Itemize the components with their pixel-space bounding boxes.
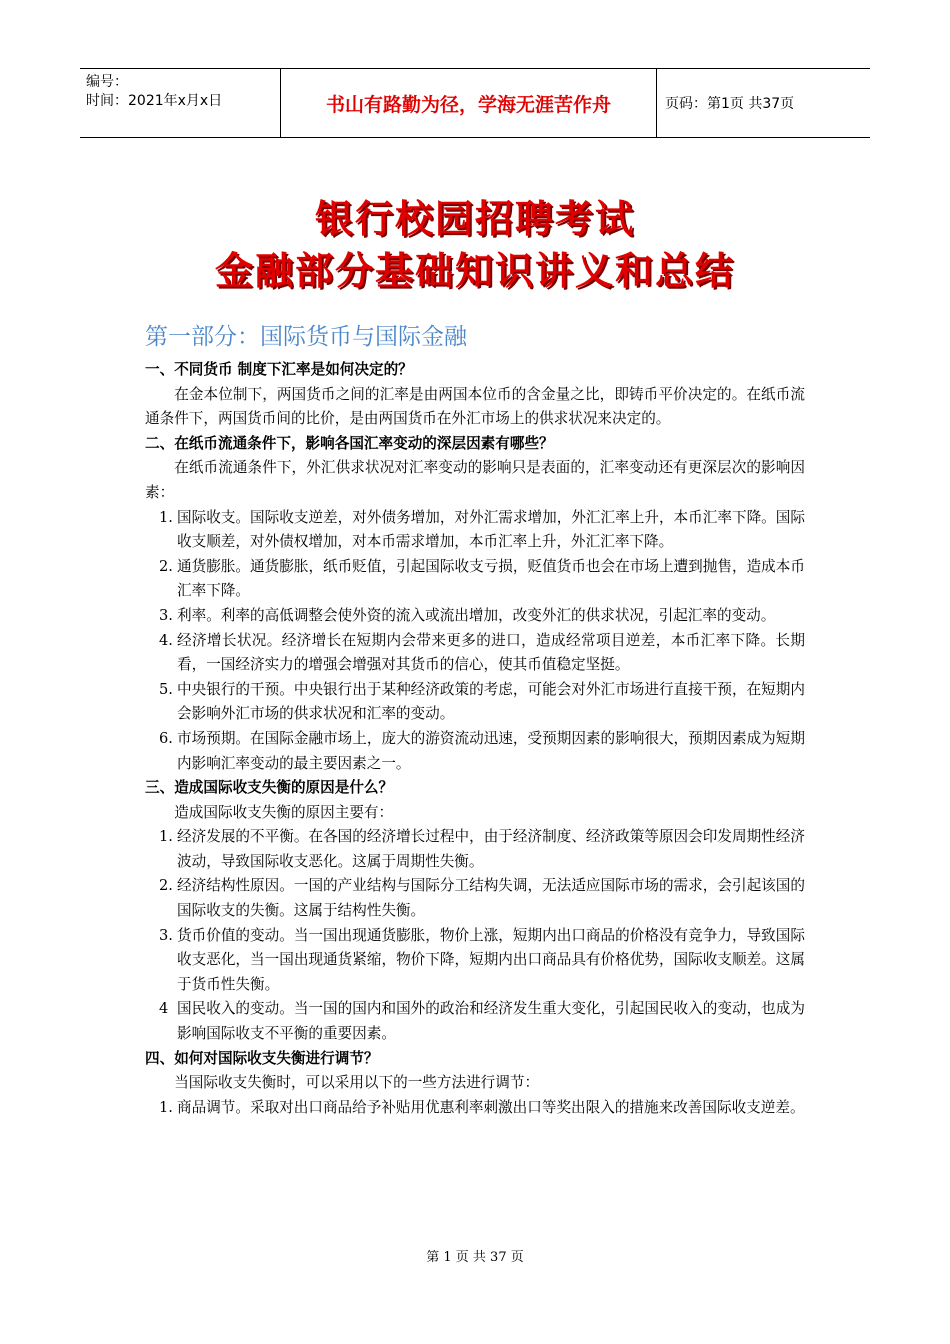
list-item-number: 3. — [159, 606, 173, 624]
list-item-text: 市场预期。在国际金融市场上，庞大的游资流动迅速，受预期因素的影响很大，预期因素成为短期内影响汇率变动的最主要因素之一。 — [177, 729, 805, 772]
list-item — [145, 727, 805, 776]
list-item-number: 3. — [159, 926, 173, 944]
part-heading: 第一部分：国际货币与国际金融 — [145, 324, 467, 350]
list-item-number: 2. — [159, 557, 173, 575]
list-item-text: 中央银行的干预。中央银行出于某种经济政策的考虑，可能会对外汇市场进行直接干预，在短期内会影响外汇市场的供求状况和汇率的变动。 — [177, 680, 805, 723]
list-item-number: 1. — [159, 828, 173, 846]
title-line-1: 银行校园招聘考试 — [314, 196, 635, 241]
list-item-number: 2. — [159, 877, 173, 895]
list-item-number: 1. — [159, 1098, 173, 1116]
time-label: 时间：2021年x月x日 — [86, 93, 223, 109]
section-intro: 当国际收支失衡时，可以采用以下的一些方法进行调节： — [174, 1074, 540, 1092]
list-item-number: 6. — [159, 729, 173, 747]
section-question: 二、在纸币流通条件下，影响各国汇率变动的深层因素有哪些？ — [145, 434, 554, 452]
list-item-text: 国民收入的变动。当一国的国内和国外的政治和经济发生重大变化，引起国民收入的变动，也成为影响国际收支不平衡的重要因素。 — [177, 1000, 805, 1043]
list-item — [145, 924, 805, 998]
list-item — [145, 604, 805, 629]
list-item — [145, 825, 805, 874]
list-item-number: 5. — [159, 680, 173, 698]
list-item — [145, 506, 805, 555]
document-body — [145, 358, 805, 1120]
list-item — [145, 678, 805, 727]
section-question: 一、不同货币 制度下汇率是如何决定的？ — [145, 361, 413, 378]
list-item-number: 4. — [159, 631, 173, 649]
section-question: 四、如何对国际收支失衡进行调节？ — [145, 1049, 379, 1067]
header-motto: 书山有路勤为径，学海无涯苦作舟 — [281, 69, 657, 137]
list-item-text: 通货膨胀。通货膨胀，纸币贬值，引起国际收支亏损，贬值货币也会在市场上遭到抛售，造成本币汇率下降。 — [177, 557, 805, 600]
list-item-text: 商品调节。采取对出口商品给予补贴用优惠利率刺激出口等奖出限入的措施来改善国际收支逆差。 — [177, 1098, 805, 1116]
page-footer: 第 1 页 共 37 页 — [426, 1250, 524, 1265]
section-intro: 在纸币流通条件下，外汇供求状况对汇率变动的影响只是表面的，汇率变动还有更深层次的影响因素： — [145, 459, 805, 501]
list-item — [145, 629, 805, 678]
list-item-text: 经济结构性原因。一国的产业结构与国际分工结构失调，无法适应国际市场的需求，会引起该国的国际收支的失衡。这属于结构性失衡。 — [177, 877, 805, 920]
list-item-number: 1. — [159, 508, 173, 526]
list-item — [145, 874, 805, 923]
list-item-number: 4 — [159, 1000, 169, 1018]
list-item-text: 货币价值的变动。当一国出现通货膨胀，物价上涨，短期内出口商品的价格没有竞争力，导致国际收支恶化，当一国出现通货紧缩，物价下降，短期内出口商品具有价格优势，国际收支顺差。这属于货币性失衡。 — [177, 926, 805, 993]
header-meta — [80, 69, 281, 137]
list-item-text: 经济发展的不平衡。在各国的经济增长过程中，由于经济制度、经济政策等原因会印发周期性经济波动，导致国际收支恶化。这属于周期性失衡。 — [177, 828, 805, 870]
list-item — [145, 555, 805, 604]
list-item-text: 利率。利率的高低调整会使外资的流入或流出增加，改变外汇的供求状况，引起汇率的变动。 — [177, 606, 776, 624]
section-intro: 造成国际收支失衡的原因主要有： — [174, 803, 394, 821]
number-label: 编号： — [86, 74, 128, 90]
header-page-code: 页码：第1页 共37页 — [665, 96, 795, 112]
title-line-2: 金融部分基础知识讲义和总结 — [214, 248, 735, 293]
section-intro: 在金本位制下，两国货币之间的汇率是由两国本位币的含金量之比，即铸币平价决定的。在纸币流通条件下，两国货币间的比价，是由两国货币在外汇市场上的供求状况来决定的。 — [145, 385, 805, 428]
list-item-text: 经济增长状况。经济增长在短期内会带来更多的进口，造成经常项目逆差，本币汇率下降。长期看，一国经济实力的增强会增强对其货币的信心，使其币值稳定坚挺。 — [177, 631, 805, 674]
page-header — [80, 68, 870, 138]
list-item-text: 国际收支。国际收支逆差，对外债务增加，对外汇需求增加，外汇汇率上升，本币汇率下降。国际收支顺差，对外债权增加，对本币需求增加，本币汇率上升，外汇汇率下降。 — [177, 508, 805, 551]
list-item — [145, 1096, 805, 1121]
section-question: 三、造成国际收支失衡的原因是什么？ — [145, 779, 394, 797]
list-item — [145, 997, 805, 1046]
